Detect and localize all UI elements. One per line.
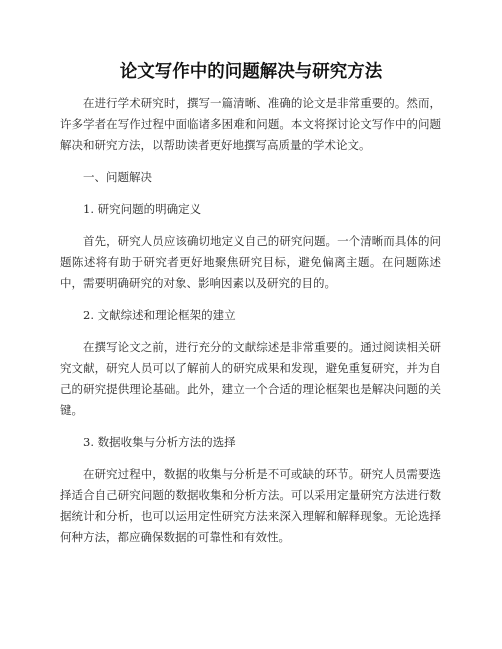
subsection-heading-1: 1. 研究问题的明确定义 [83, 202, 202, 216]
subsection-body-1: 首先，研究人员应该确切地定义自己的研究问题。一个清晰而具体的问题陈述将有助于研究者更好地聚焦研究目标，避免偏离主题。在问题陈述中，需要明确研究的对象、影响因素以及研究的目的。 [60, 234, 441, 290]
subsection-heading-2: 2. 文献综述和理论框架的建立 [83, 308, 236, 322]
document-body [60, 93, 441, 559]
subsection-body-3: 在研究过程中，数据的收集与分析是不可或缺的环节。研究人员需要选择适合自己研究问题的数据收集和分析方法。可以采用定量研究方法进行数据统计和分析，也可以运用定性研究方法来深入理解和解释现象。无论选择何种方法，都应确保数据的可靠性和有效性。 [60, 467, 441, 544]
page-title: 论文写作中的问题解决与研究方法 [119, 62, 383, 82]
subsection-body-2: 在撰写论文之前，进行充分的文献综述是非常重要的。通过阅读相关研究文献，研究人员可以了解前人的研究成果和发现，避免重复研究，并为自己的研究提供理论基础。此外，建立一个合适的理论框架也是解决问题的关键。 [60, 340, 441, 417]
subsection-heading-3: 3. 数据收集与分析方法的选择 [83, 435, 236, 449]
section-heading-problem-solving: 一、问题解决 [83, 170, 152, 184]
intro-paragraph: 在进行学术研究时，撰写一篇清晰、准确的论文是非常重要的。然而，许多学者在写作过程中面临诸多困难和问题。本文将探讨论文写作中的问题解决和研究方法，以帮助读者更好地撰写高质量的学术论文。 [60, 96, 441, 152]
